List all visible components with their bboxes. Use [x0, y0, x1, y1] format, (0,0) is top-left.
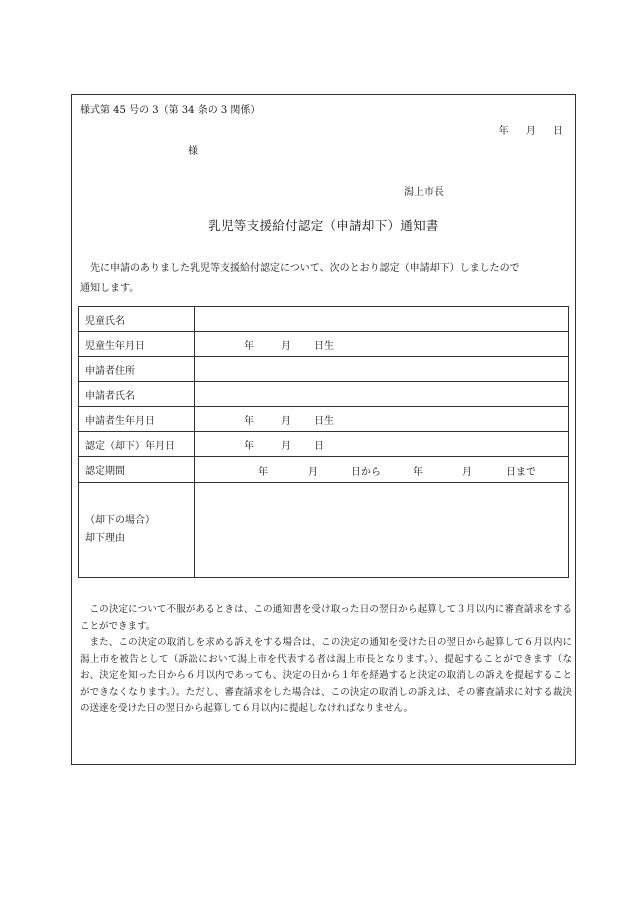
applicant-name-value[interactable]	[195, 382, 569, 407]
form-frame	[71, 94, 576, 765]
field-day: 日生	[314, 341, 334, 352]
appeal-notice	[80, 602, 572, 718]
child-name-value[interactable]	[195, 307, 569, 332]
period-end-day: 日まで	[506, 466, 536, 478]
intro-line-1: 先に申請のありました乳児等支援給付認定について、次のとおり認定（申請却下）しましたので	[90, 263, 520, 274]
intro-line-2: 通知します。	[80, 283, 140, 294]
period-start-year: 年	[258, 466, 268, 478]
issue-date-day: 日	[553, 126, 563, 137]
applicant-address-value[interactable]	[195, 357, 569, 382]
table-row	[79, 307, 569, 332]
reason-label-line-1: （却下の場合）	[85, 515, 155, 526]
field-year: 年	[244, 416, 254, 427]
period-label: 認定期間	[79, 457, 195, 483]
info-table	[78, 306, 569, 578]
decision-date-value[interactable]	[195, 432, 569, 457]
notice-paragraph-2: また、この決定の取消しを求める訴えをする場合は、この決定の通知を受けた日の翌日から起算して６月以内に潟上市を被告として（訴訟において潟上市を代表する者は潟上市長となります。）、提起することができます（なお、決定を知った日から６月以内であっても、決定の日から１年を経過すると決定の取消しの訴えを提起することができなくなります。）。ただし、審査請求をした場合は、この決定の取消しの訴えは、その審査請求に対する裁決の送達を受けた日の翌日から起算して６月以内に提起しなければなりません。	[80, 637, 572, 714]
issue-date-month: 月	[525, 126, 536, 137]
decision-date-label: 認定（却下）年月日	[79, 432, 195, 457]
notice-paragraph-1: この決定について不服があるときは、この通知書を受け取った日の翌日から起算して３月以内に審査請求をすることができます。	[80, 604, 572, 632]
applicant-name-label: 申請者氏名	[79, 382, 195, 407]
period-value[interactable]	[195, 457, 569, 483]
period-start-day: 日から	[351, 466, 381, 478]
child-birthdate-label: 児童生年月日	[79, 332, 195, 357]
field-month: 月	[281, 341, 291, 352]
table-row	[79, 457, 569, 483]
table-row	[79, 357, 569, 382]
applicant-birthdate-value[interactable]	[195, 407, 569, 432]
reason-label	[79, 483, 195, 578]
child-birthdate-value[interactable]	[195, 332, 569, 357]
applicant-address-label: 申請者住所	[79, 357, 195, 382]
field-year: 年	[244, 341, 254, 352]
field-month: 月	[281, 441, 291, 452]
field-day: 日	[314, 441, 324, 452]
issuer: 潟上市長	[404, 187, 444, 198]
issue-date-year: 年	[498, 126, 509, 137]
table-row	[79, 382, 569, 407]
period-start-month: 月	[308, 466, 318, 478]
table-row	[79, 483, 569, 578]
table-row	[79, 407, 569, 432]
table-row	[79, 432, 569, 457]
form-number: 様式第 45 号の 3（第 34 条の 3 関係）	[80, 105, 261, 116]
document-title: 乳児等支援給付認定（申請却下）通知書	[208, 218, 439, 233]
period-end-year: 年	[413, 466, 423, 478]
period-end-month: 月	[462, 466, 472, 478]
table-row	[79, 332, 569, 357]
applicant-birthdate-label: 申請者生年月日	[79, 407, 195, 432]
reason-label-line-2: 却下理由	[85, 533, 125, 544]
child-name-label: 児童氏名	[79, 307, 195, 332]
field-year: 年	[244, 441, 254, 452]
intro-text	[80, 259, 572, 299]
issue-date	[489, 122, 563, 137]
reason-value[interactable]	[195, 483, 569, 578]
field-month: 月	[281, 416, 291, 427]
field-day: 日生	[314, 416, 334, 427]
addressee-suffix: 様	[188, 146, 198, 157]
